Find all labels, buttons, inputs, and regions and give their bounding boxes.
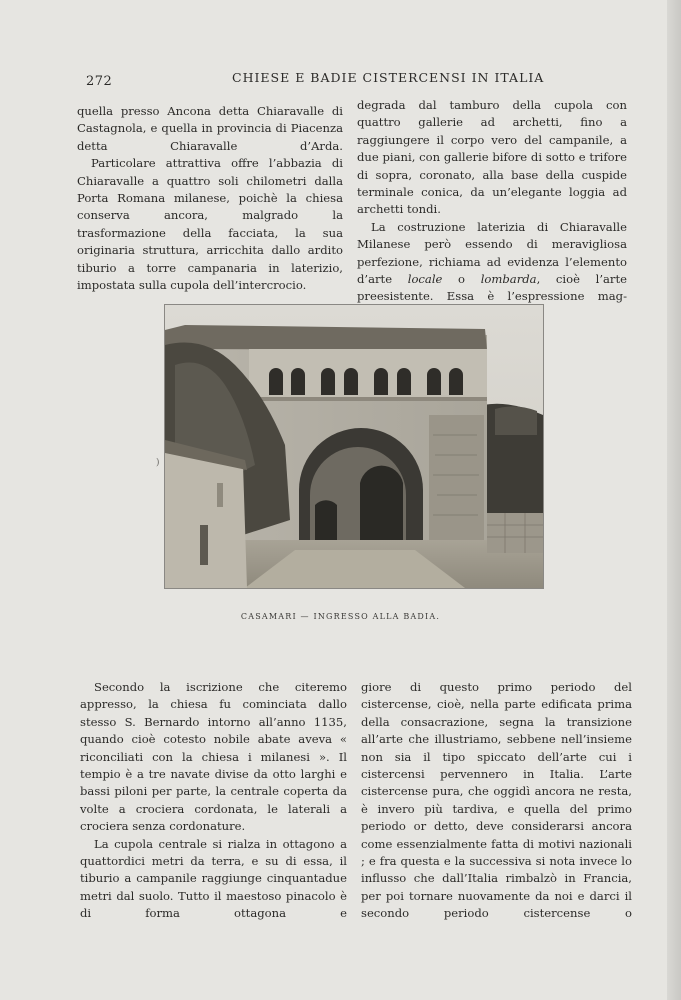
text-run: La costruzione laterizia di Chiaravalle Milanese però essendo di meravigliosa perfezione, richiama ad evidenza l’elemento d’arte [357, 219, 627, 287]
margin-mark: ) [156, 458, 160, 468]
page-edge [667, 0, 681, 1000]
paragraph: La cupola centrale si rialza in ottagono a quattordici metri da terra, e su di essa, il tiburio a campanile raggiunge cinquantadue metri dal suolo. Tutto il maestoso pinacolo è di forma ottagona e [80, 836, 347, 921]
text-column-top-left [77, 103, 343, 294]
italic-term-lombarda: lombarda [480, 272, 537, 287]
paragraph: giore di questo primo periodo del cistercense, cioè, nella parte edificata prima della consacrazione, segna la transizione all’arte che illustriamo, sebbene nell’insieme non sia il tipo spiccato dell’arte cui i cistercensi pervennero in Italia. L’arte cistercense pura, che oggidì ancora ne resta, è invero più tardiva, e quella del primo periodo or detto, deve considerarsi ancora come essenzialmente fatta di motivi nazionali ; e fra questa e la successiva si nota invece lo influsso che dall’Italia rimbalzò in Francia, per poi tornare nuovamente da noi e darci il secondo periodo cistercense o [361, 680, 632, 921]
text-run: o [442, 272, 481, 287]
running-head: CHIESE E BADIE CISTERCENSI IN ITALIA [232, 70, 545, 85]
paragraph: Secondo la iscrizione che citeremo appresso, la chiesa fu cominciata dallo stesso S. Bernardo intorno all’anno 1135, quando cioè cotesto nobile abate aveva « riconciliati con la chiesa i milanesi ». Il tempio è a tre navate divise da otto larghi e bassi piloni per parte, la centrale coperta da volte a crociera cordonata, le laterali a crociera senza cordonature. [80, 680, 347, 834]
photograph-casamari-gate [164, 304, 544, 589]
text-run: , cioè l’arte preesistente. Essa è l’espressione mag- [357, 272, 627, 304]
photo-illustration [165, 305, 543, 588]
figure-caption: CASAMARI — INGRESSO ALLA BADIA. [240, 612, 441, 621]
text-column-top-right [357, 97, 627, 306]
paragraph: quella presso Ancona detta Chiaravalle di Castagnola, e quella in provincia di Piacenza detta Chiaravalle d’Arda. [77, 104, 343, 153]
paragraph: degrada dal tamburo della cupola con quattro gallerie ad archetti, fino a raggiungere il corpo vero del campanile, a due piani, con gallerie bifore di sotto e trifore di sopra, coronato, alla base della cuspide terminale conica, da un’elegante loggia ad archetti tondi. [357, 98, 627, 217]
italic-term-locale: locale [407, 272, 443, 287]
page-number: 272 [86, 74, 113, 89]
text-column-bottom-left [80, 679, 347, 923]
paragraph: Particolare attrattiva offre l’abbazia di Chiaravalle a quattro soli chilometri dalla Porta Romana milanese, poichè la chiesa conserva ancora, malgrado la trasformazione della facciata, la sua originaria struttura, arricchita dallo ardito tiburio a torre campanaria in laterizio, impostata sulla cupola dell’intercrocio. [77, 156, 343, 293]
text-column-bottom-right [361, 679, 632, 923]
paragraph [357, 219, 627, 306]
